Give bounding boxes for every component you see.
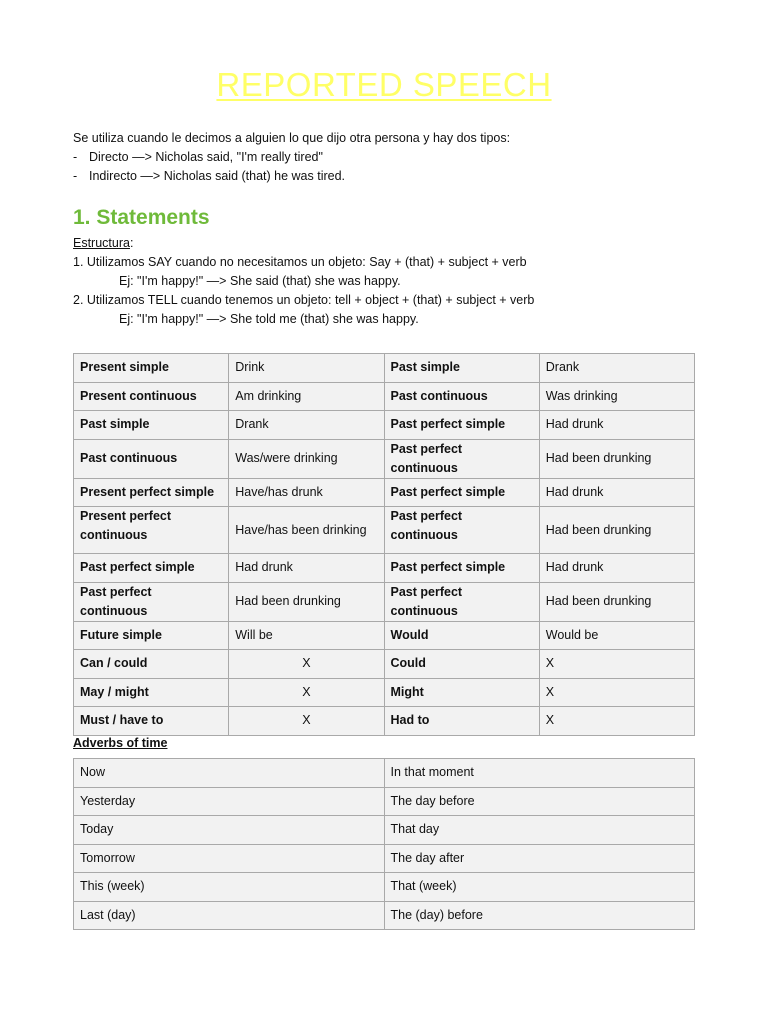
direct-adverb-cell: Tomorrow	[74, 844, 385, 873]
table-row	[74, 901, 695, 930]
tense-name-cell: Present perfect simple	[74, 478, 229, 507]
reported-adverb-cell: In that moment	[384, 759, 695, 788]
tense-example-cell: Had been drunking	[229, 582, 384, 621]
bullet-text: Indirecto —> Nicholas said (that) he was tired.	[89, 169, 346, 183]
tense-name-cell: Future simple	[74, 621, 229, 650]
rule-say: 1. Utilizamos SAY cuando no necesitamos un objeto: Say + (that) + subject + verb	[73, 255, 527, 269]
table-row	[74, 844, 695, 873]
tense-example-cell: Had drunk	[539, 478, 694, 507]
tense-example-cell: Had been drunking	[539, 582, 694, 621]
tense-name-cell: Past perfect simple	[384, 554, 539, 583]
tense-name-cell: Past continuous	[74, 439, 229, 478]
table-row	[74, 411, 695, 440]
page-title: REPORTED SPEECH	[216, 66, 552, 103]
table-row	[74, 439, 695, 478]
tense-example-cell: Am drinking	[229, 382, 384, 411]
direct-adverb-cell: This (week)	[74, 873, 385, 902]
tense-name-cell: Might	[384, 678, 539, 707]
tense-name-cell: Past perfect continuous	[384, 582, 539, 621]
direct-adverb-cell: Now	[74, 759, 385, 788]
tense-name-cell: Past continuous	[384, 382, 539, 411]
table-row	[74, 354, 695, 383]
structure-colon: :	[129, 236, 134, 250]
reported-adverb-cell: The day before	[384, 787, 695, 816]
tense-name-cell: Present continuous	[74, 382, 229, 411]
structure-label	[73, 234, 133, 253]
tense-name-cell: Past perfect simple	[74, 554, 229, 583]
tense-example-cell: Was/were drinking	[229, 439, 384, 478]
tense-example-cell: Would be	[539, 621, 694, 650]
tense-example-cell: Was drinking	[539, 382, 694, 411]
bullet-dash: -	[73, 150, 78, 164]
table-row	[74, 382, 695, 411]
tense-name-cell: Past perfect continuous	[384, 439, 539, 478]
table-row	[74, 816, 695, 845]
tense-name-cell: May / might	[74, 678, 229, 707]
tenses-table	[73, 353, 695, 736]
tense-example-cell: X	[229, 650, 384, 679]
tense-example-cell: Had been drunking	[539, 507, 694, 554]
reported-adverb-cell: That (week)	[384, 873, 695, 902]
table-row	[74, 707, 695, 736]
adverbs-heading: Adverbs of time	[73, 736, 168, 750]
rule-tell-example: Ej: "I'm happy!" —> She told me (that) she was happy.	[119, 312, 419, 326]
table-row	[74, 621, 695, 650]
tense-name-cell: Present perfect continuous	[74, 507, 229, 554]
table-row	[74, 787, 695, 816]
tense-example-cell: Had drunk	[229, 554, 384, 583]
bullet-dash: -	[73, 169, 78, 183]
direct-adverb-cell: Last (day)	[74, 901, 385, 930]
tense-example-cell: X	[539, 707, 694, 736]
table-row	[74, 873, 695, 902]
tense-name-cell: Past perfect simple	[384, 478, 539, 507]
table-row	[74, 582, 695, 621]
bullet-text: Directo —> Nicholas said, "I'm really tired"	[89, 150, 323, 164]
table-row	[74, 759, 695, 788]
tense-name-cell: Past perfect simple	[384, 411, 539, 440]
tense-example-cell: Drink	[229, 354, 384, 383]
direct-adverb-cell: Yesterday	[74, 787, 385, 816]
intro-bullet-direct	[73, 148, 323, 167]
tense-name-cell: Must / have to	[74, 707, 229, 736]
rule-say-example: Ej: "I'm happy!" —> She said (that) she was happy.	[119, 274, 401, 288]
tense-example-cell: Have/has drunk	[229, 478, 384, 507]
rule-tell: 2. Utilizamos TELL cuando tenemos un objeto: tell + object + (that) + subject + verb	[73, 293, 535, 307]
tense-example-cell: Will be	[229, 621, 384, 650]
tense-name-cell: Past simple	[74, 411, 229, 440]
reported-adverb-cell: The (day) before	[384, 901, 695, 930]
tense-name-cell: Present simple	[74, 354, 229, 383]
tense-name-cell: Had to	[384, 707, 539, 736]
structure-label-text: Estructura	[73, 236, 130, 250]
tense-example-cell: Had drunk	[539, 554, 694, 583]
table-row	[74, 478, 695, 507]
intro-line: Se utiliza cuando le decimos a alguien lo que dijo otra persona y hay dos tipos:	[73, 131, 511, 145]
tense-name-cell: Past perfect continuous	[384, 507, 539, 554]
table-row	[74, 507, 695, 554]
reported-adverb-cell: That day	[384, 816, 695, 845]
tense-example-cell: X	[229, 707, 384, 736]
table-row	[74, 678, 695, 707]
tense-name-cell: Past simple	[384, 354, 539, 383]
direct-adverb-cell: Today	[74, 816, 385, 845]
tense-example-cell: X	[539, 678, 694, 707]
tense-example-cell: Have/has been drinking	[229, 507, 384, 554]
tense-example-cell: X	[229, 678, 384, 707]
tense-example-cell: Drank	[229, 411, 384, 440]
adverbs-table	[73, 758, 695, 930]
intro-bullet-indirect	[73, 167, 345, 186]
tense-example-cell: Drank	[539, 354, 694, 383]
section-heading-statements: 1. Statements	[73, 206, 210, 229]
tense-name-cell: Can / could	[74, 650, 229, 679]
tense-name-cell: Past perfect continuous	[74, 582, 229, 621]
table-row	[74, 554, 695, 583]
tense-example-cell: Had been drunking	[539, 439, 694, 478]
tense-name-cell: Could	[384, 650, 539, 679]
tense-example-cell: Had drunk	[539, 411, 694, 440]
tense-name-cell: Would	[384, 621, 539, 650]
reported-adverb-cell: The day after	[384, 844, 695, 873]
table-row	[74, 650, 695, 679]
tense-example-cell: X	[539, 650, 694, 679]
